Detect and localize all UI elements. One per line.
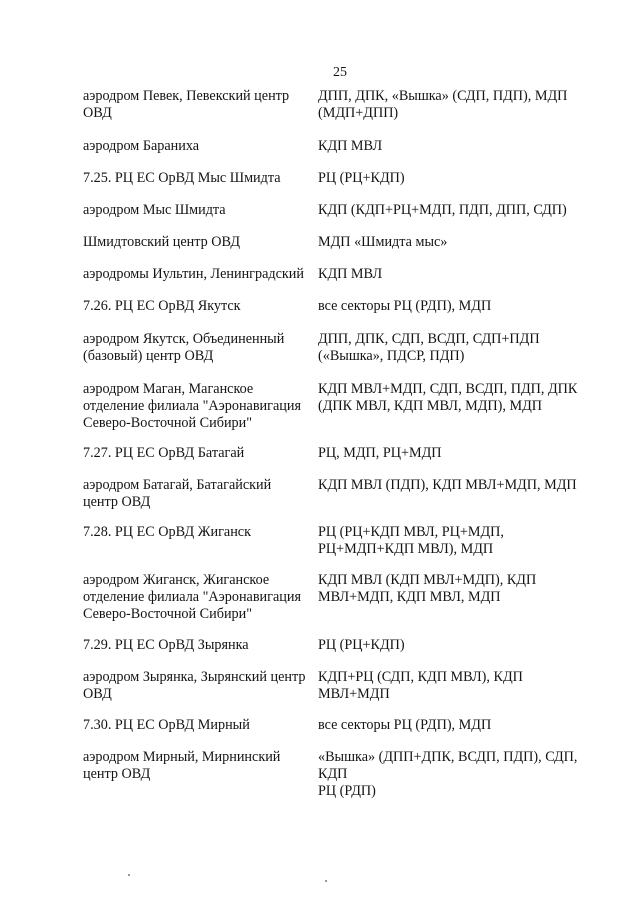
row-services-value: РЦ (РЦ+КДП) xyxy=(318,637,405,653)
row-services-value: РЦ (РЦ+КДП МВЛ, РЦ+МДП, РЦ+МДП+КДП МВЛ), МДП xyxy=(318,524,504,557)
scan-speck xyxy=(325,880,327,882)
row-entity-label: 7.29. РЦ ЕС ОрВД Зырянка xyxy=(83,637,249,653)
row-entity-label: 7.27. РЦ ЕС ОрВД Батагай xyxy=(83,445,245,461)
row-services-value: «Вышка» (ДПП+ДПК, ВСДП, ПДП), СДП, КДП РЦ (РДП) xyxy=(318,749,578,799)
page-number: 25 xyxy=(333,65,347,80)
row-entity-label: 7.26. РЦ ЕС ОрВД Якутск xyxy=(83,298,241,314)
row-services-value: все секторы РЦ (РДП), МДП xyxy=(318,298,492,314)
row-entity-label: 7.28. РЦ ЕС ОрВД Жиганск xyxy=(83,524,251,540)
row-entity-label: Шмидтовский центр ОВД xyxy=(83,234,241,250)
row-services-value: КДП МВЛ+МДП, СДП, ВСДП, ПДП, ДПК (ДПК МВЛ, КДП МВЛ, МДП), МДП xyxy=(318,381,578,414)
row-services-value: КДП+РЦ (СДП, КДП МВЛ), КДП МВЛ+МДП xyxy=(318,669,523,702)
scan-speck xyxy=(128,874,130,876)
row-services-value: РЦ, МДП, РЦ+МДП xyxy=(318,445,442,461)
row-entity-label: аэродром Батагай, Батагайский центр ОВД xyxy=(83,477,272,510)
row-services-value: КДП МВЛ (ПДП), КДП МВЛ+МДП, МДП xyxy=(318,477,577,493)
row-entity-label: аэродром Зырянка, Зырянский центр ОВД xyxy=(83,669,306,702)
row-entity-label: аэродром Мирный, Мирнинский центр ОВД xyxy=(83,749,281,782)
row-services-value: КДП МВЛ xyxy=(318,266,383,282)
row-entity-label: аэродром Певек, Певекский центр ОВД xyxy=(83,88,290,121)
row-entity-label: аэродром Якутск, Объединенный (базовый) центр ОВД xyxy=(83,331,285,364)
row-entity-label: 7.30. РЦ ЕС ОрВД Мирный xyxy=(83,717,250,733)
row-entity-label: аэродром Маган, Маганское отделение филиала "Аэронавигация Северо-Восточной Сибири" xyxy=(83,381,301,431)
row-services-value: КДП МВЛ (КДП МВЛ+МДП), КДП МВЛ+МДП, КДП МВЛ, МДП xyxy=(318,572,537,605)
row-services-value: РЦ (РЦ+КДП) xyxy=(318,170,405,186)
row-entity-label: аэродром Мыс Шмидта xyxy=(83,202,226,218)
row-services-value: МДП «Шмидта мыс» xyxy=(318,234,448,250)
row-services-value: ДПП, ДПК, СДП, ВСДП, СДП+ПДП («Вышка», ПДСР, ПДП) xyxy=(318,331,540,364)
row-services-value: КДП МВЛ xyxy=(318,138,383,154)
row-entity-label: аэродромы Иультин, Ленинградский xyxy=(83,266,304,282)
row-services-value: все секторы РЦ (РДП), МДП xyxy=(318,717,492,733)
row-services-value: КДП (КДП+РЦ+МДП, ПДП, ДПП, СДП) xyxy=(318,202,567,218)
row-entity-label: аэродром Бараниха xyxy=(83,138,200,154)
row-entity-label: аэродром Жиганск, Жиганское отделение филиала "Аэронавигация Северо-Восточной Сибири" xyxy=(83,572,301,622)
row-services-value: ДПП, ДПК, «Вышка» (СДП, ПДП), МДП (МДП+ДПП) xyxy=(318,88,568,121)
row-entity-label: 7.25. РЦ ЕС ОрВД Мыс Шмидта xyxy=(83,170,281,186)
